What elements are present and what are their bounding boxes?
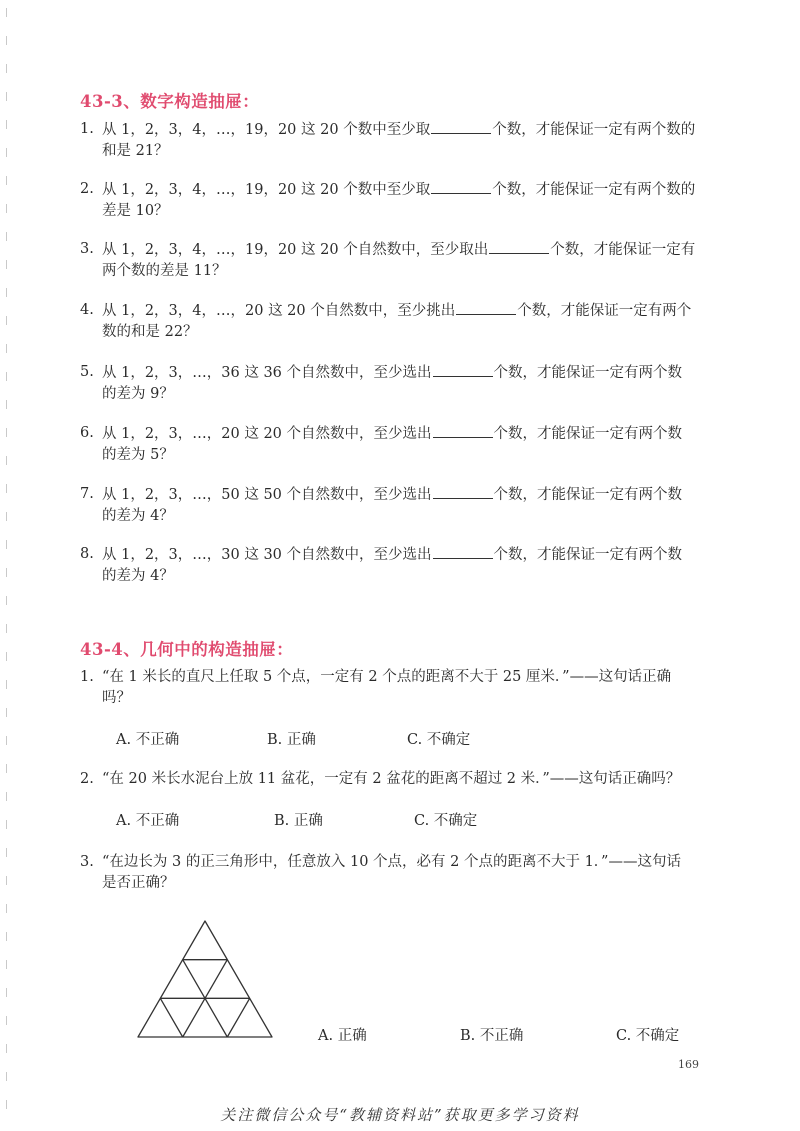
question-text: “在 1 米长的直尺上任取 5 个点，一定有 2 个点的距离不大于 25 厘米．”——这句话正确 — [102, 669, 672, 685]
option-b[interactable]: B. 正确 — [267, 732, 316, 748]
option-b[interactable]: B. 不正确 — [460, 1028, 524, 1044]
question-text: 个数，才能保证一定有两个数的 — [492, 122, 696, 138]
question-text: 从 1，2，3，…，20 这 20 个自然数中，至少选出 — [102, 426, 432, 442]
question-text: “在边长为 3 的正三角形中，任意放入 10 个点，必有 2 个点的距离不大于 1．”——这句话 — [102, 854, 681, 870]
binding-margin-marks — [6, 0, 10, 1131]
answer-blank[interactable] — [433, 362, 493, 377]
question-text: 个数，才能保证一定有两个 — [517, 303, 692, 319]
geometry-question-1 — [80, 667, 708, 709]
answer-blank[interactable] — [431, 179, 491, 194]
question-text: 数的和是 22？ — [102, 324, 198, 340]
answer-options-1 — [80, 728, 720, 750]
answer-blank[interactable] — [456, 300, 516, 315]
question-text: 从 1，2，3，…，50 这 50 个自然数中，至少选出 — [102, 487, 432, 503]
question-number: 3. — [80, 241, 94, 257]
geometry-question-3 — [80, 852, 708, 894]
question-text: 的差为 5？ — [102, 447, 174, 463]
question-number: 6. — [80, 425, 94, 441]
question-7 — [80, 484, 708, 527]
question-text: 的差为 4？ — [102, 508, 174, 524]
geometry-question-2 — [80, 769, 708, 790]
question-text: 从 1，2，3，4，…，19，20 这 20 个自然数中，至少取出 — [102, 242, 489, 258]
answer-blank[interactable] — [433, 544, 493, 559]
question-6 — [80, 423, 708, 466]
question-2 — [80, 179, 708, 222]
option-a[interactable]: A. 正确 — [318, 1028, 367, 1044]
question-text: 和是 21？ — [102, 143, 169, 159]
answer-blank[interactable] — [433, 423, 493, 438]
question-number: 5. — [80, 364, 94, 380]
option-a[interactable]: A. 不正确 — [116, 813, 180, 829]
question-text: 从 1，2，3，4，…，19，20 这 20 个数中至少取 — [102, 122, 431, 138]
question-8 — [80, 544, 708, 587]
question-number: 8. — [80, 546, 94, 562]
option-c[interactable]: C. 不确定 — [616, 1028, 680, 1044]
question-text: 从 1，2，3，4，…，19，20 这 20 个数中至少取 — [102, 182, 431, 198]
question-text: 个数，才能保证一定有两个数 — [493, 365, 683, 381]
question-number: 7. — [80, 486, 94, 502]
question-number: 2. — [80, 771, 94, 787]
question-text: “在 20 米长水泥台上放 11 盆花，一定有 2 盆花的距离不超过 2 米．”——这句话正确吗？ — [102, 771, 681, 787]
option-c[interactable]: C. 不确定 — [414, 813, 478, 829]
subdivided-triangle-figure — [135, 918, 275, 1040]
question-number: 4. — [80, 302, 94, 318]
question-text: 的差为 9？ — [102, 386, 174, 402]
footer-watermark: 关注微信公众号“教辅资料站”获取更多学习资料 — [220, 1106, 580, 1124]
question-text: 从 1，2，3，…，36 这 36 个自然数中，至少选出 — [102, 365, 432, 381]
question-text: 的差为 4？ — [102, 568, 174, 584]
question-text: 个数，才能保证一定有两个数 — [493, 426, 683, 442]
question-4 — [80, 300, 708, 343]
answer-blank[interactable] — [431, 119, 491, 134]
question-text: 从 1，2，3，…，30 这 30 个自然数中，至少选出 — [102, 547, 432, 563]
question-number: 1. — [80, 669, 94, 685]
question-text: 个数，才能保证一定有两个数的 — [492, 182, 696, 198]
question-text: 是否正确？ — [102, 875, 175, 891]
worksheet-page — [80, 0, 720, 1131]
answer-blank[interactable] — [489, 239, 549, 254]
question-text: 吗？ — [102, 690, 131, 706]
answer-blank[interactable] — [433, 484, 493, 499]
page-number: 169 — [678, 1058, 699, 1071]
question-text: 差是 10？ — [102, 203, 169, 219]
question-text: 从 1，2，3，4，…，20 这 20 个自然数中，至少挑出 — [102, 303, 456, 319]
option-b[interactable]: B. 正确 — [274, 813, 323, 829]
section-title-number-drawers: 43-3、数字构造抽屉： — [80, 92, 260, 111]
question-number: 2. — [80, 181, 94, 197]
option-a[interactable]: A. 不正确 — [116, 732, 180, 748]
question-1 — [80, 119, 708, 162]
answer-options-2 — [80, 809, 720, 831]
question-text: 个数，才能保证一定有两个数 — [493, 487, 683, 503]
option-c[interactable]: C. 不确定 — [407, 732, 471, 748]
question-3 — [80, 239, 708, 282]
question-number: 1. — [80, 121, 94, 137]
answer-options-3 — [80, 1024, 720, 1046]
question-text: 两个数的差是 11？ — [102, 263, 227, 279]
question-text: 个数，才能保证一定有 — [550, 242, 696, 258]
section-title-geometry-drawers: 43-4、几何中的构造抽屉： — [80, 640, 294, 659]
question-number: 3. — [80, 854, 94, 870]
question-5 — [80, 362, 708, 405]
question-text: 个数，才能保证一定有两个数 — [493, 547, 683, 563]
